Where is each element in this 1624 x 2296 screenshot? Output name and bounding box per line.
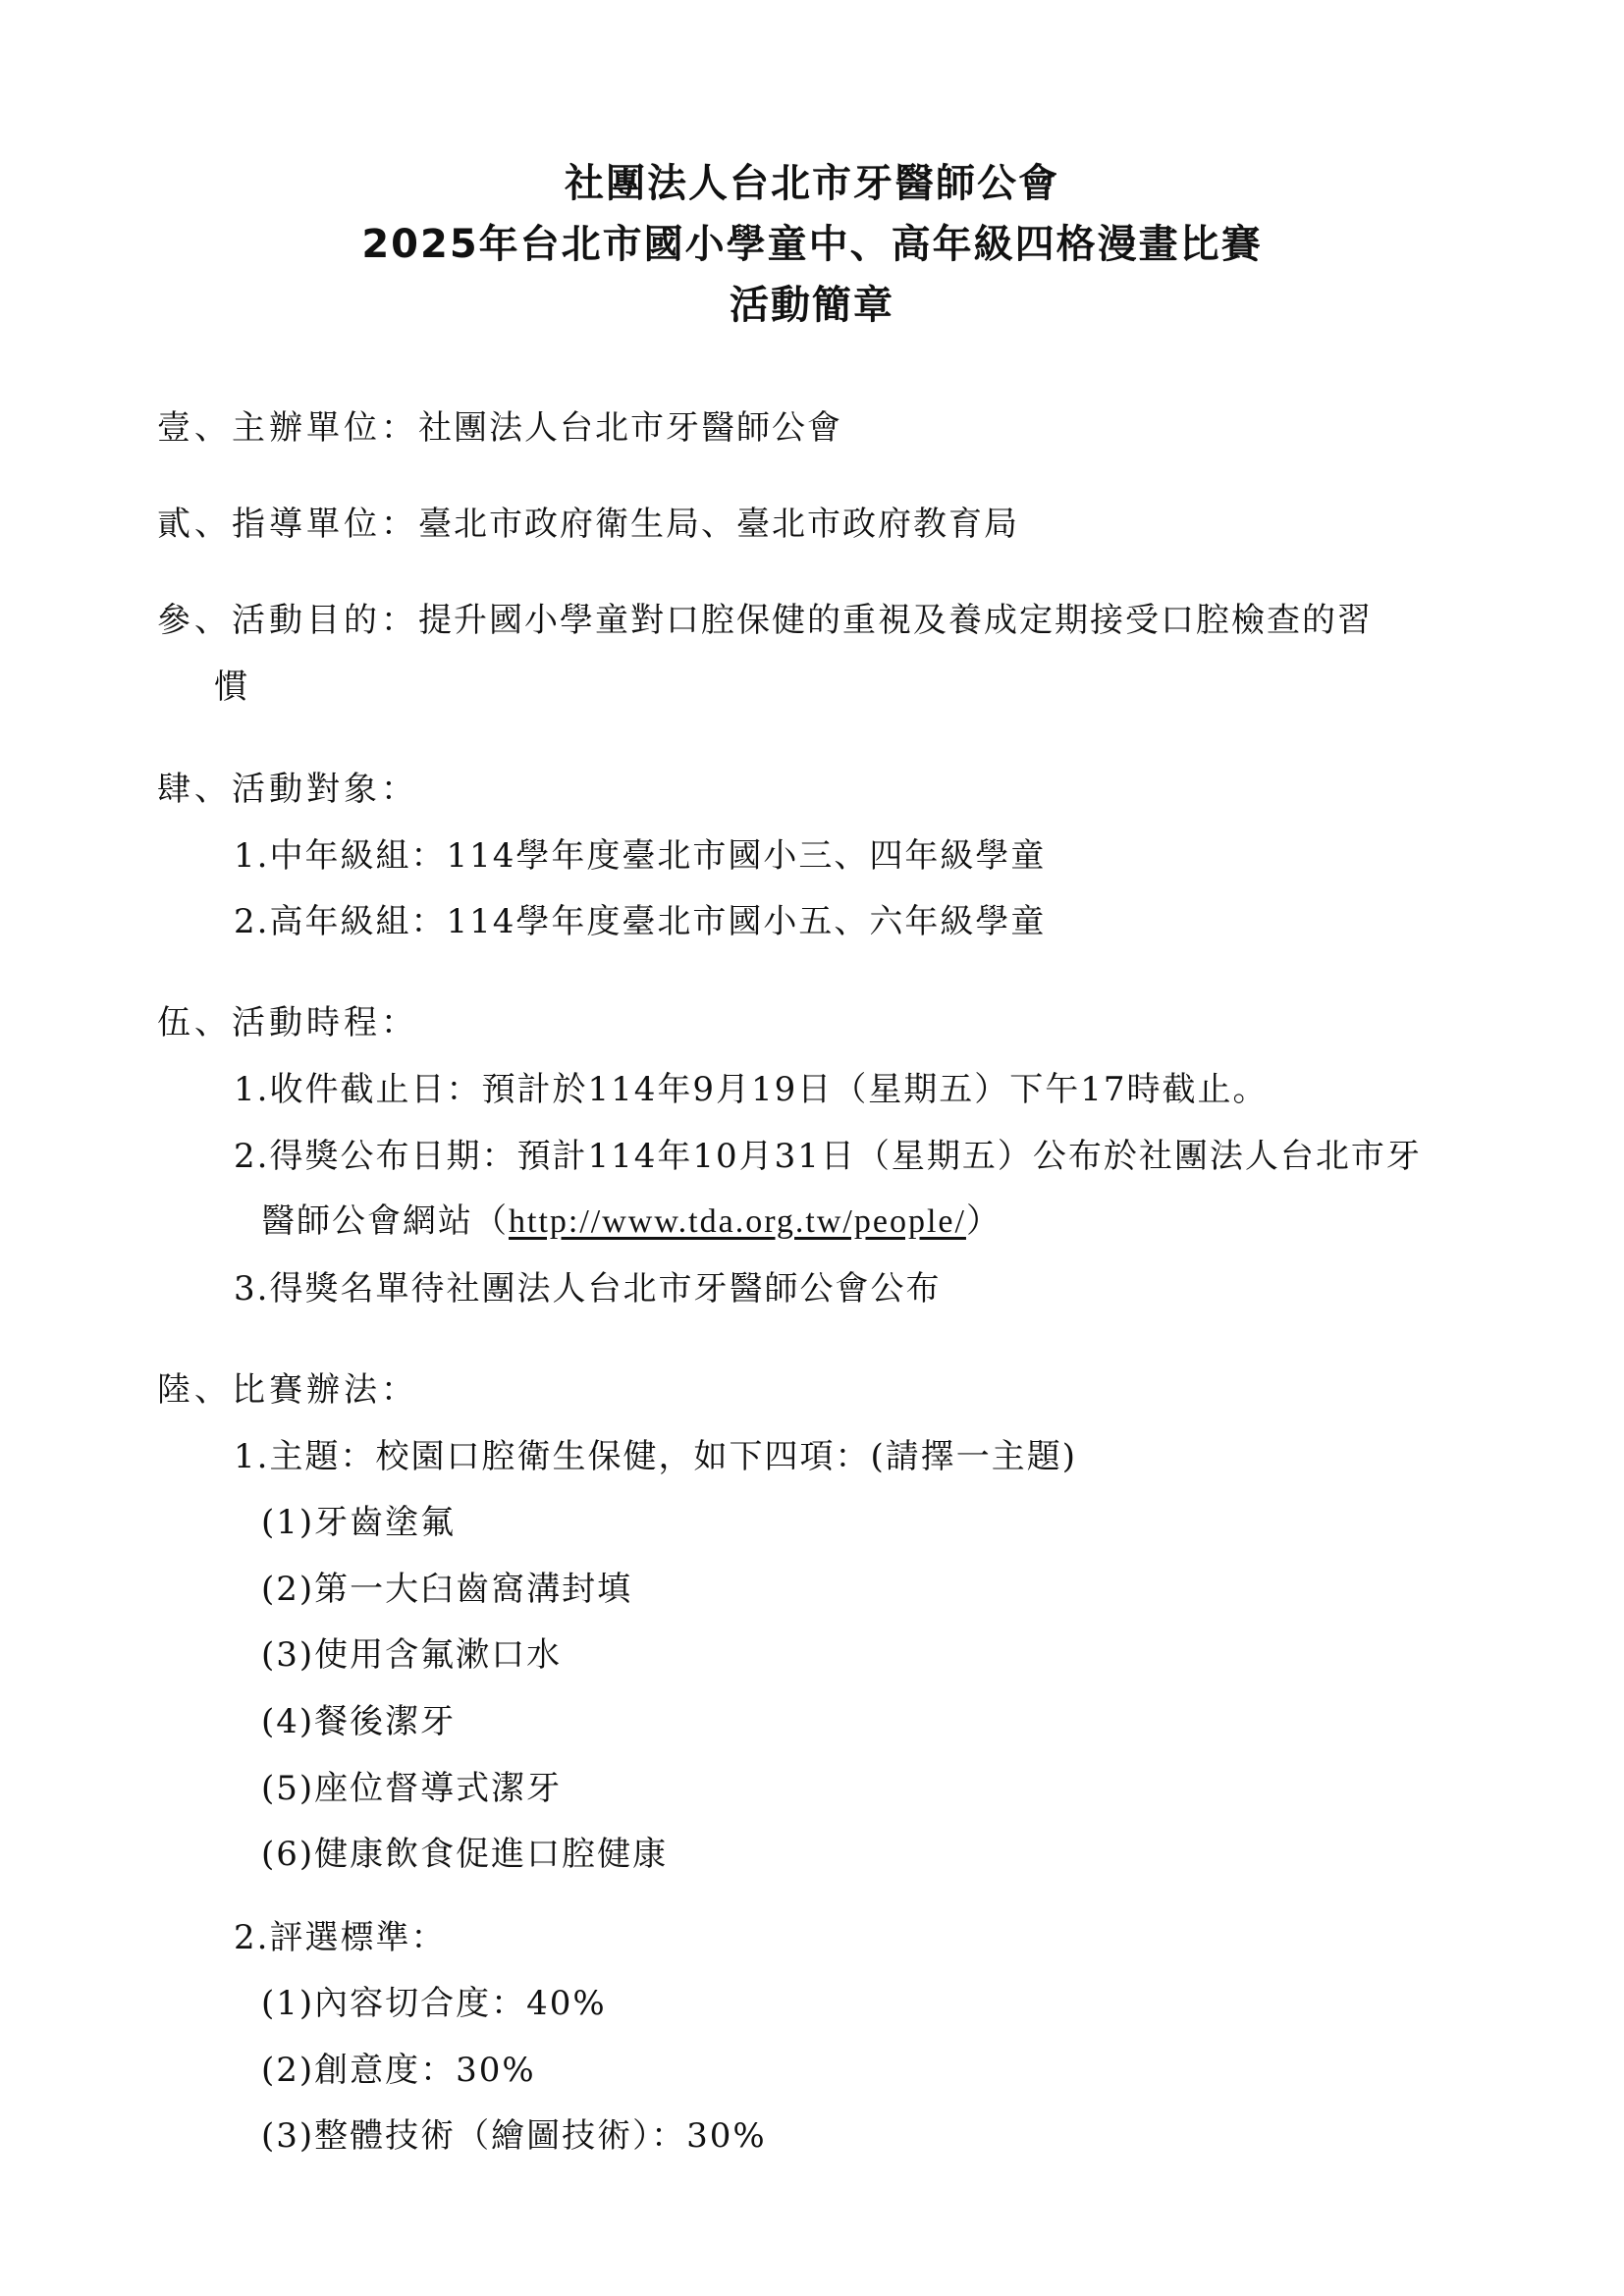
section-organizer-value: 社團法人台北市牙醫師公會 bbox=[418, 408, 842, 448]
title-brochure: 活動簡章 bbox=[730, 283, 894, 328]
section-target-label: 肆、活動對象： bbox=[157, 770, 418, 809]
schedule-deadline: 1.收件截止日：預計於114年9月19日（星期五）下午17時截止。 bbox=[234, 1070, 1269, 1109]
website-link[interactable]: http://www.tda.org.tw/people/ bbox=[509, 1203, 966, 1240]
section-purpose-value: 提升國小學童對口腔保健的重視及養成定期接受口腔檢查的習 bbox=[418, 601, 1373, 640]
website-suffix: ） bbox=[965, 1201, 1001, 1241]
rules-criteria-heading: 2.評選標準： bbox=[234, 1918, 447, 1957]
target-item: 2.高年級組：114學年度臺北市國小五、六年級學童 bbox=[234, 902, 1047, 941]
theme-item: (2)第一大臼齒窩溝封填 bbox=[261, 1570, 633, 1609]
section-organizer bbox=[157, 406, 842, 450]
schedule-winners: 3.得獎名單待社團法人台北市牙醫師公會公布 bbox=[234, 1269, 942, 1308]
section-schedule-label: 伍、活動時程： bbox=[157, 1003, 418, 1042]
section-purpose bbox=[157, 599, 1373, 642]
criteria-item: (3)整體技術（繪圖技術）：30% bbox=[261, 2116, 767, 2156]
section-target bbox=[157, 768, 418, 811]
theme-item: (5)座位督導式潔牙 bbox=[261, 1769, 563, 1808]
target-item: 1.中年級組：114學年度臺北市國小三、四年級學童 bbox=[234, 836, 1047, 876]
criteria-item: (1)內容切合度：40% bbox=[261, 1984, 607, 2023]
schedule-announcement: 2.得獎公布日期：預計114年10月31日（星期五）公布於社團法人台北市牙 bbox=[234, 1137, 1422, 1176]
theme-item: (6)健康飲食促進口腔健康 bbox=[261, 1835, 669, 1874]
section-purpose-continuation: 慣 bbox=[214, 667, 249, 707]
section-supervisor bbox=[157, 503, 1019, 546]
document-title bbox=[0, 153, 1624, 336]
section-supervisor-value: 臺北市政府衛生局、臺北市政府教育局 bbox=[418, 505, 1019, 544]
theme-item: (3)使用含氟漱口水 bbox=[261, 1635, 563, 1675]
theme-item: (4)餐後潔牙 bbox=[261, 1702, 457, 1741]
title-competition: 2025年台北市國小學童中、高年級四格漫畫比賽 bbox=[361, 222, 1263, 267]
criteria-item: (2)創意度：30% bbox=[261, 2051, 536, 2090]
section-organizer-label: 壹、主辦單位： bbox=[157, 408, 418, 448]
theme-item: (1)牙齒塗氟 bbox=[261, 1503, 457, 1542]
section-schedule bbox=[157, 1001, 418, 1044]
section-rules-label: 陸、比賽辦法： bbox=[157, 1370, 418, 1410]
schedule-announcement-continuation bbox=[261, 1200, 1001, 1244]
website-prefix: 醫師公會網站（ bbox=[261, 1201, 509, 1241]
section-rules bbox=[157, 1368, 418, 1412]
title-organization: 社團法人台北市牙醫師公會 bbox=[565, 161, 1059, 206]
section-purpose-label: 參、活動目的： bbox=[157, 601, 418, 640]
rules-theme-heading: 1.主題：校園口腔衛生保健，如下四項：(請擇一主題) bbox=[234, 1437, 1077, 1476]
section-supervisor-label: 貳、指導單位： bbox=[157, 505, 418, 544]
